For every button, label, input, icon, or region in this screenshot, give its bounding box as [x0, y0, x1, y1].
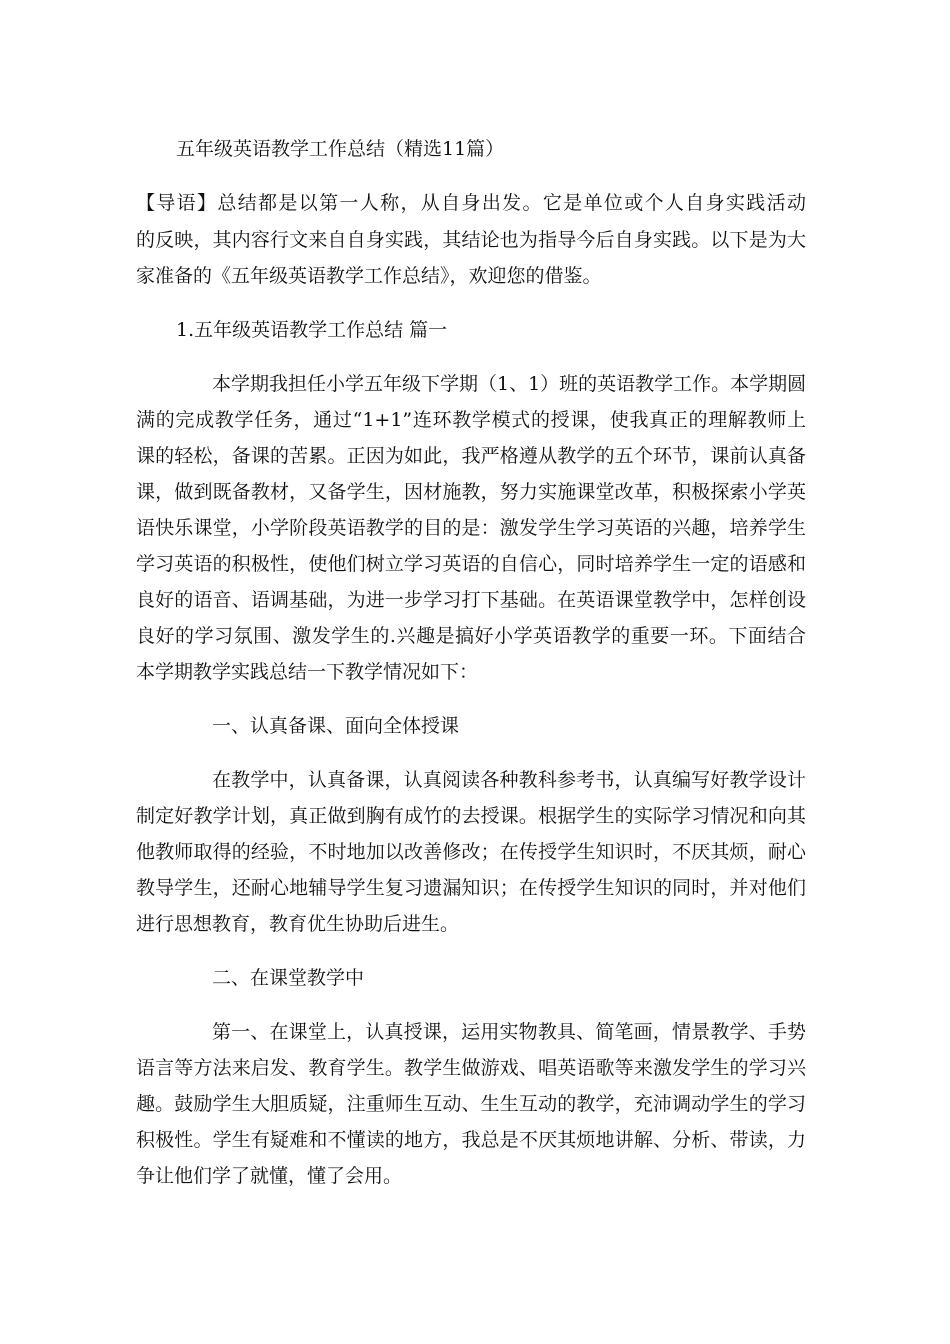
section-heading-a: 一、认真备课、面向全体授课 — [212, 715, 460, 737]
paragraph-3-line-3: 趣。鼓励学生大胆质疑，注重师生互动、生生互动的教学，充沛调动学生的学习 — [136, 1093, 806, 1115]
paragraph-1-line-6: 学习英语的积极性，使他们树立学习英语的自信心，同时培养学生一定的语感和 — [136, 553, 806, 575]
paragraph-2-line-3: 他教师取得的经验，不时地加以改善修改；在传授学生知识时，不厌其烦，耐心 — [136, 841, 806, 863]
paragraph-2-line-1: 在教学中，认真备课，认真阅读各种教科参考书，认真编写好教学设计 — [212, 769, 806, 791]
paragraph-2-line-2: 制定好教学计划，真正做到胸有成竹的去授课。根据学生的实际学习情况和向其 — [136, 805, 806, 827]
paragraph-2-line-4: 教导学生，还耐心地辅导学生复习遗漏知识；在传授学生知识的同时，并对他们 — [136, 877, 806, 899]
paragraph-3-line-2: 语言等方法来启发、教育学生。教学生做游戏、唱英语歌等来激发学生的学习兴 — [136, 1057, 806, 1079]
intro-line-3: 家准备的《五年级英语教学工作总结》，欢迎您的借鉴。 — [136, 265, 602, 287]
paragraph-1-line-7: 良好的语音、语调基础，为进一步学习打下基础。在英语课堂教学中，怎样创设 — [136, 589, 806, 611]
paragraph-1-line-9: 本学期教学实践总结一下教学情况如下： — [136, 661, 479, 683]
paragraph-1-line-1: 本学期我担任小学五年级下学期（1、1）班的英语教学工作。本学期圆 — [212, 373, 807, 395]
section-heading-1: 1.五年级英语教学工作总结 篇一 — [176, 319, 448, 341]
paragraph-1-line-5: 语快乐课堂，小学阶段英语教学的目的是：激发学生学习英语的兴趣，培养学生 — [136, 517, 806, 539]
paragraph-2-line-5: 进行思想教育，教育优生协助后进生。 — [136, 913, 460, 935]
paragraph-1-line-8: 良好的学习氛围、激发学生的.兴趣是搞好小学英语教学的重要一环。下面结合 — [136, 625, 806, 647]
paragraph-1-line-2: 满的完成教学任务，通过“1+1”连环教学模式的授课，使我真正的理解教师上 — [136, 409, 806, 431]
intro-line-2: 的反映，其内容行文来自自身实践，其结论也为指导今后自身实践。以下是为大 — [136, 229, 806, 251]
paragraph-1-line-4: 课，做到既备教材，又备学生，因材施教，努力实施课堂改革，积极探索小学英 — [136, 481, 806, 503]
intro-line-1: 【导语】总结都是以第一人称，从自身出发。它是单位或个人自身实践活动 — [136, 192, 806, 214]
paragraph-3-line-5: 争让他们学了就懂，懂了会用。 — [136, 1165, 403, 1187]
paragraph-3-line-1: 第一、在课堂上，认真授课，运用实物教具、简笔画，情景教学、手势 — [212, 1021, 806, 1043]
document-title: 五年级英语教学工作总结（精选11篇） — [176, 138, 505, 160]
paragraph-3-line-4: 积极性。学生有疑难和不懂读的地方，我总是不厌其烦地讲解、分析、带读，力 — [136, 1129, 806, 1151]
section-heading-b: 二、在课堂教学中 — [212, 967, 365, 989]
paragraph-1-line-3: 课的轻松，备课的苦累。正因为如此，我严格遵从教学的五个环节，课前认真备 — [136, 445, 806, 467]
